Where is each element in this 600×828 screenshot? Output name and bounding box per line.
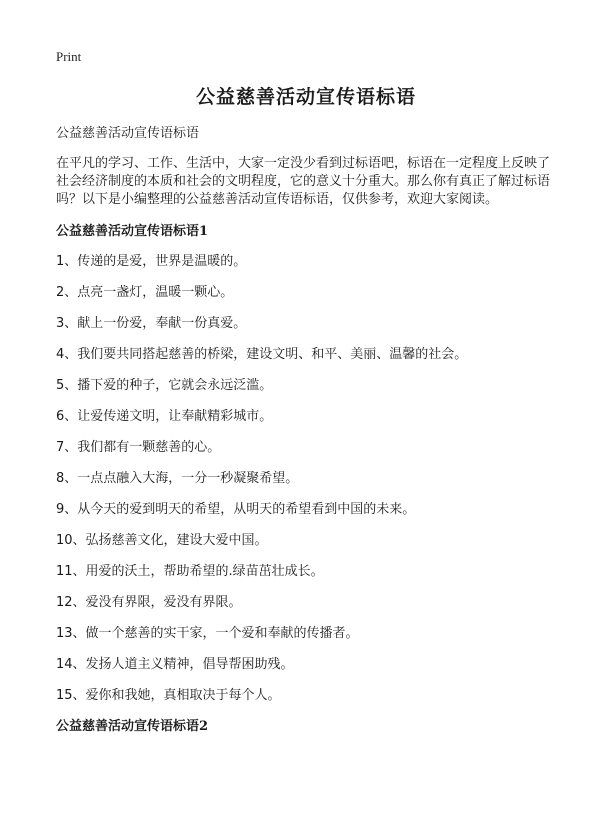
list-item: 7、我们都有一颗慈善的心。: [56, 440, 221, 455]
slogan-list: [56, 253, 556, 705]
list-item: 11、用爱的沃土，帮助希望的.绿苗茁壮成长。: [56, 564, 324, 579]
list-item: 8、一点点融入大海，一分一秒凝聚希望。: [56, 471, 299, 486]
list-item: 15、爱你和我她，真相取决于每个人。: [56, 688, 281, 703]
list-item: 1、传递的是爱，世界是温暖的。: [56, 254, 247, 269]
list-item: 2、点亮一盏灯，温暖一颗心。: [56, 285, 234, 300]
list-item: 14、发扬人道主义精神，倡导帮困助残。: [56, 657, 294, 672]
print-link[interactable]: Print: [56, 49, 82, 64]
list-item: 5、播下爱的种子，它就会永远泛滥。: [56, 378, 273, 393]
intro-paragraph: 在平凡的学习、工作、生活中，大家一定没少看到过标语吧，标语在一定程度上反映了社会经济制度的本质和社会的文明程度，它的意义十分重大。那么你有真正了解过标语吗？以下是小编整理的公益慈善活动宣传语标语，仅供参考，欢迎大家阅读。: [56, 156, 551, 207]
list-item: 12、爱没有界限，爱没有界限。: [56, 595, 242, 610]
list-item: 6、让爱传递文明，让奉献精彩城市。: [56, 409, 273, 424]
list-item: 9、从今天的爱到明天的希望，从明天的希望看到中国的未来。: [56, 502, 416, 517]
list-item: 4、我们要共同搭起慈善的桥梁，建设文明、和平、美丽、温馨的社会。: [56, 347, 468, 362]
list-item: 3、献上一份爱，奉献一份真爱。: [56, 316, 247, 331]
page-title: 公益慈善活动宣传语标语: [195, 86, 416, 108]
section-heading-2: 公益慈善活动宣传语标语2: [56, 719, 209, 734]
list-item: 13、做一个慈善的实干家，一个爱和奉献的传播者。: [56, 626, 359, 641]
article-subtitle: 公益慈善活动宣传语标语: [56, 126, 200, 141]
list-item: 10、弘扬慈善文化，建设大爱中国。: [56, 533, 268, 548]
section-heading-1: 公益慈善活动宣传语标语1: [56, 224, 209, 239]
